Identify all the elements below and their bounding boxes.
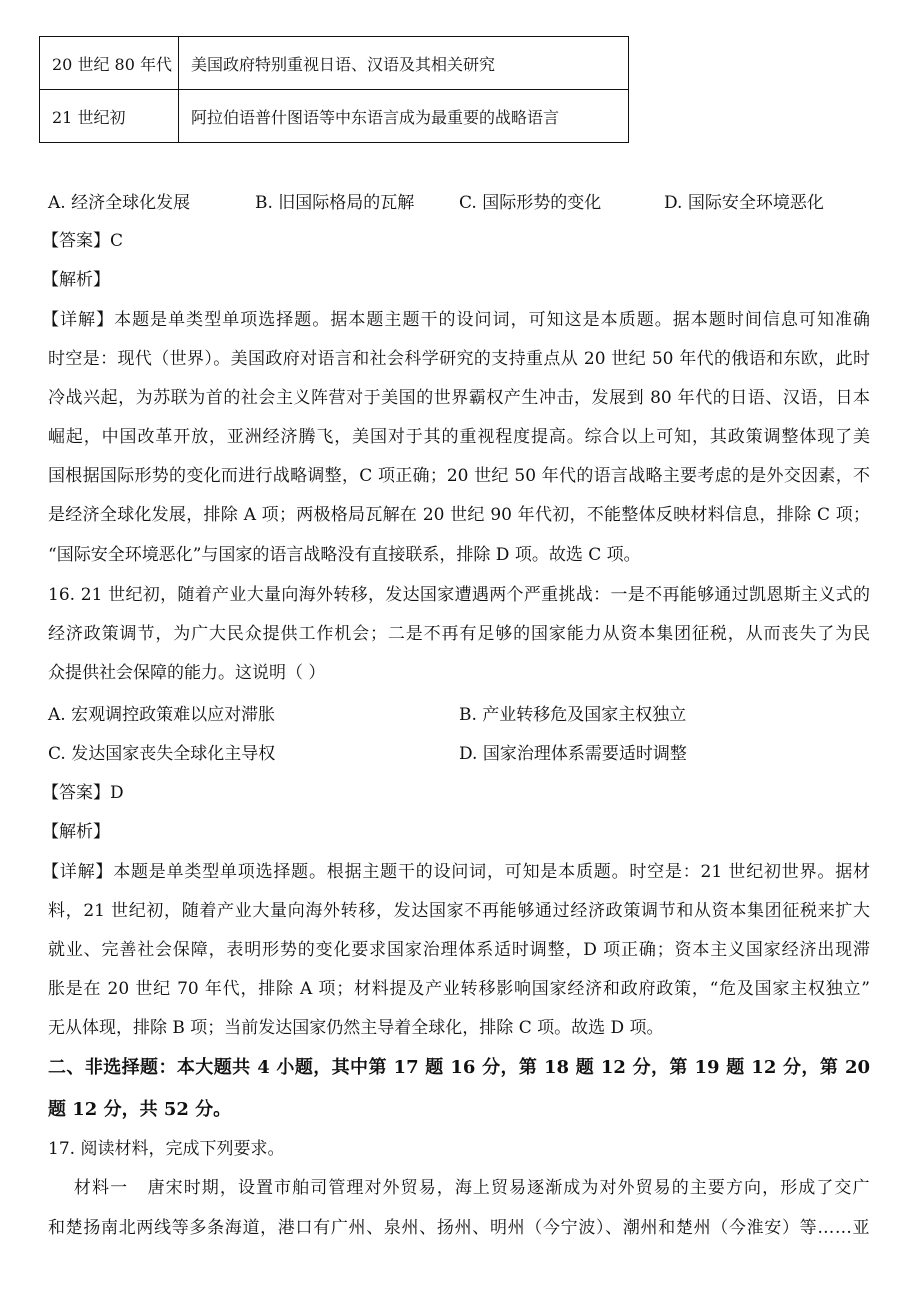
q16-option-b: B. 产业转移危及国家主权独立 — [459, 705, 687, 725]
q15-detail-line: 冷战兴起，为苏联为首的社会主义阵营对于美国的世界霸权产生冲击，发展到 80 年代的日语、汉语，日本 — [48, 388, 870, 408]
q16-detail-line: 无从体现，排除 B 项；当前发达国家仍然主导着全球化，排除 C 项。故选 D 项。 — [48, 1018, 664, 1038]
q16-detail-line: 就业、完善社会保障，表明形势的变化要求国家治理体系适时调整，D 项正确；资本主义国家经济出现滞 — [48, 940, 870, 960]
q16-stem-line: 经济政策调节，为广大民众提供工作机会；二是不再有足够的国家能力从资本集团征税，从而丧失了为民 — [48, 624, 870, 644]
q15-detail-line: “国际安全环境恶化”与国家的语言战略没有直接联系，排除 D 项。故选 C 项。 — [48, 545, 641, 565]
q16-option-a: A. 宏观调控政策难以应对滞胀 — [48, 705, 276, 725]
table-row — [40, 37, 629, 90]
q15-option-b: B. 旧国际格局的瓦解 — [255, 193, 415, 213]
q17-stem: 17. 阅读材料，完成下列要求。 — [48, 1139, 285, 1159]
q16-stem-line: 众提供社会保障的能力。这说明（ ） — [48, 663, 326, 683]
table-cell-period: 21 世纪初 — [40, 90, 179, 143]
q16-answer: 【答案】D — [42, 783, 124, 803]
q16-stem-line: 16. 21 世纪初，随着产业大量向海外转移，发达国家遭遇两个严重挑战：一是不再能够通过凯恩斯主义式的 — [48, 585, 870, 605]
q17-material-line: 和楚扬南北两线等多条海道，港口有广州、泉州、扬州、明州（今宁波）、潮州和楚州（今淮安）等……亚 — [48, 1218, 870, 1238]
table-cell-period: 20 世纪 80 年代 — [40, 37, 179, 90]
q16-option-c: C. 发达国家丧失全球化主导权 — [48, 744, 276, 764]
q15-detail-line: 时空是：现代（世界）。美国政府对语言和社会科学研究的支持重点从 20 世纪 50 年代的俄语和东欧，此时 — [48, 349, 870, 369]
q16-detail-line: 料，21 世纪初，随着产业大量向海外转移，发达国家不再能够通过经济政策调节和从资本集团征税来扩大 — [48, 901, 870, 921]
table-cell-content: 美国政府特别重视日语、汉语及其相关研究 — [179, 37, 629, 90]
q17-material-line: 材料一 唐宋时期，设置市舶司管理对外贸易，海上贸易逐渐成为对外贸易的主要方向，形成了交广 — [48, 1178, 870, 1198]
q15-option-d: D. 国际安全环境恶化 — [664, 193, 824, 213]
q15-option-c: C. 国际形势的变化 — [459, 193, 602, 213]
section-heading: 二、非选择题：本大题共 4 小题，其中第 17 题 16 分，第 18 题 12 分，第 19 题 12 分，第 20 — [48, 1057, 870, 1078]
q15-detail-line: 国根据国际形势的变化而进行战略调整，C 项正确；20 世纪 50 年代的语言战略主要考虑的是外交因素，不 — [48, 466, 870, 486]
q16-detail-line: 胀是在 20 世纪 70 年代，排除 A 项；材料提及产业转移影响国家经济和政府政策，“危及国家主权独立” — [48, 979, 870, 999]
q16-analysis-label: 【解析】 — [42, 822, 110, 842]
q16-detail-line: 【详解】本题是单类型单项选择题。根据主题干的设问词，可知是本质题。时空是：21 世纪初世界。据材 — [42, 862, 870, 882]
q15-option-a: A. 经济全球化发展 — [48, 193, 191, 213]
q16-option-d: D. 国家治理体系需要适时调整 — [459, 744, 687, 764]
q15-detail-line: 崛起，中国改革开放，亚洲经济腾飞，美国对于其的重视程度提高。综合以上可知，其政策调整体现了美 — [48, 427, 870, 447]
table-row — [40, 90, 629, 143]
table-cell-content: 阿拉伯语普什图语等中东语言成为最重要的战略语言 — [179, 90, 629, 143]
q15-detail-line: 【详解】本题是单类型单项选择题。据本题主题干的设问词，可知这是本质题。据本题时间信息可知准确 — [42, 310, 870, 330]
language-policy-table — [39, 36, 629, 143]
q15-detail-line: 是经济全球化发展，排除 A 项；两极格局瓦解在 20 世纪 90 年代初，不能整体反映材料信息，排除 C 项； — [48, 505, 870, 525]
section-heading: 题 12 分，共 52 分。 — [48, 1099, 232, 1120]
q15-answer: 【答案】C — [42, 231, 124, 251]
q15-analysis-label: 【解析】 — [42, 270, 110, 290]
